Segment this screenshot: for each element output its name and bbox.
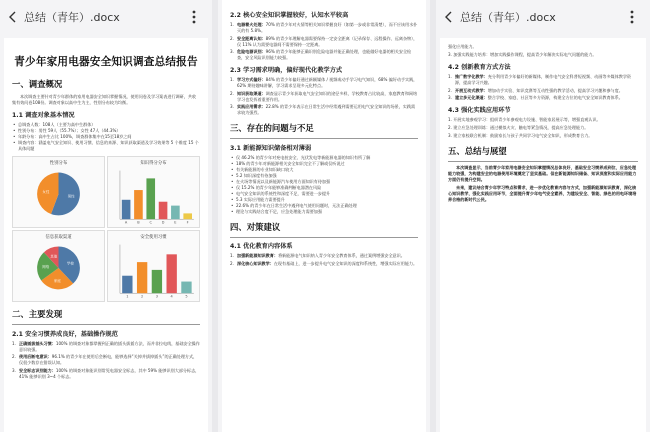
paragraph: 3. 建立家校联合机制：鼓励家长与孩子共同学习电气安全知识，形成教育合力。 bbox=[448, 133, 593, 138]
pie-label: 其他 bbox=[50, 254, 58, 259]
section-heading: 三、存在的问题与不足 bbox=[230, 123, 314, 133]
back-button[interactable] bbox=[0, 0, 24, 34]
paragraph: 未来，建议结合青少年学习特点和需求，进一步优化教育内容与方式，加强新能源知识教育，深化核心知识教学，强化实践应用环节，全面提升青少年电气安全素养，为建设安全、智能、绿色的用电环境培养合格的新时代公民。 bbox=[448, 184, 637, 202]
bar bbox=[122, 276, 132, 294]
list-item: • 5.2 知识深度有待加强 bbox=[230, 173, 418, 179]
more-menu-button[interactable] bbox=[624, 9, 640, 25]
list-item: • 理论与实践结合度不足，应急处理能力需要加强 bbox=[230, 209, 418, 215]
pie-label: 女性 bbox=[42, 190, 50, 195]
bar bbox=[183, 213, 192, 219]
chart-title: 知识得分分布 bbox=[140, 160, 167, 166]
numbered-item: 1. 电器着火处理：70% 的青少年对火情等相关知识掌握良好（如第一步或非常清楚），而不应该用水扑灭的有 5.8%。 bbox=[230, 22, 418, 33]
document-panel-1 bbox=[0, 0, 212, 432]
more-dots-icon bbox=[624, 9, 640, 25]
list-item: • 18% 的青少年对新能源相关安全知识完全不了解或仅听说过 bbox=[230, 161, 418, 167]
list-item: • 年龄分布：高中生占比 100%，调查群体集中在15至18岁之间 bbox=[12, 134, 200, 140]
document-page[interactable] bbox=[440, 38, 646, 432]
bar bbox=[122, 200, 131, 219]
subsection-heading: 2.2 核心安全知识掌握较好，认知水平较高 bbox=[230, 12, 349, 19]
file-title: 总结（青年）.docx bbox=[24, 11, 120, 24]
tick-label: 2 bbox=[141, 294, 144, 299]
subsection-heading: 4.3 强化实践应用环节 bbox=[448, 107, 511, 114]
tick-label: E bbox=[174, 220, 177, 225]
numbered-item: 1. 正确插拔插头习惯：100% 的调查对象都掌握到正确的插头拔插方法，而并非拉电线，基础安全操作意识较强。 bbox=[12, 340, 200, 352]
chart-2 bbox=[107, 156, 200, 228]
paragraph: 3. 加强实践能力培养：增加实践操作课程，提高青少年解决实际电气问题的能力。 bbox=[448, 52, 597, 57]
file-title: 总结（青年）.docx bbox=[460, 11, 556, 24]
back-arrow-icon bbox=[8, 11, 17, 23]
pie-label: 男性 bbox=[67, 194, 75, 199]
bar bbox=[167, 254, 177, 293]
tick-label: C bbox=[149, 220, 152, 225]
tick-label: B bbox=[137, 220, 140, 225]
pie-label: 家庭 bbox=[53, 279, 61, 284]
more-menu-button[interactable] bbox=[186, 9, 202, 25]
subsection-heading: 3.1 新能源知识储备相对薄弱 bbox=[230, 144, 312, 152]
section-heading: 五、总结与展望 bbox=[448, 146, 507, 156]
list-item: • 电气安全知识的系统性和深度不足，需要进一步提升 bbox=[230, 191, 418, 197]
numbered-item: 1. 加强新能源知识教育：将新能源电气知识纳入青少年安全教育体系，通过案例增强安全意识。 bbox=[230, 253, 405, 259]
numbered-item: 3. 安全标志识别能力：100% 的调查对象能识别常见电器安全标志，其中 59% 能够识别大部分标志，41% 能够识别 3~4 个标志。 bbox=[12, 367, 200, 379]
paragraph: 本次调查主要针对青少年群体的家用电器安全知识掌握情况，使用问卷及学习案表进行调研，共收集有效问卷108份。调查对象以高中生为主，性别分布较为均衡。 bbox=[12, 94, 197, 105]
chart-title: 安全使用习惯 bbox=[140, 234, 167, 240]
bar bbox=[159, 202, 168, 220]
chart-4 bbox=[107, 230, 200, 302]
section-heading: 四、对策建议 bbox=[230, 221, 281, 232]
numbered-item: 2. 知识获取渠道：调查显示青少年获取电气安全知识的途径多样，学校教育占比较高，家庭教育和网络学习也发挥着重要作用。 bbox=[230, 90, 418, 102]
bar bbox=[171, 206, 180, 220]
more-dots-icon bbox=[186, 9, 202, 25]
divider bbox=[230, 237, 418, 238]
bullet-list bbox=[230, 155, 418, 215]
document-panel-3 bbox=[436, 0, 650, 432]
numbered-item: 2. 安全距离认知：89% 的青少年理解电器需要保持一定安全距离（记录保存、远程操作、远离杂物），仅 11% 认为需要电器间不需要保持一定距离。 bbox=[230, 35, 418, 47]
chart-title: 性别分布 bbox=[49, 160, 68, 166]
document-panel-2 bbox=[218, 0, 430, 432]
subsection-heading: 2.3 学习需求明确，偏好现代化教学方式 bbox=[230, 67, 343, 74]
numbered-item: 3. 实践应用需求：22.8% 的青少年表示在日常生活中经常遇到需要运用电气安全知识的场景，实践需求较为强烈。 bbox=[230, 104, 416, 115]
list-item: • 仅 46.2% 的青少年对充电桩安全、光伏发电等新能源电器的知识有所了解 bbox=[230, 155, 418, 161]
pie-label: 学校 bbox=[66, 261, 74, 266]
tick-label: 5 bbox=[185, 294, 188, 299]
section-heading: 二、主要发现 bbox=[12, 309, 63, 319]
bar bbox=[146, 178, 155, 219]
list-item: • 5.3 实际应用能力需要提升 bbox=[230, 197, 418, 203]
bar bbox=[134, 190, 143, 219]
chart-svg bbox=[108, 231, 199, 301]
chart-svg bbox=[13, 231, 104, 301]
bullet-list bbox=[12, 122, 200, 152]
chart-svg bbox=[13, 157, 104, 227]
tick-label: F bbox=[186, 220, 189, 225]
section-heading: 一、调查概况 bbox=[12, 79, 63, 89]
subsection-heading: 1.1 调查对象基本情况 bbox=[12, 112, 75, 119]
bar bbox=[137, 262, 147, 293]
list-item: • 有关新能源的专业知识缺口较大 bbox=[230, 167, 418, 173]
document-title: 青少年家用电器安全知识调查总结报告 bbox=[14, 56, 198, 68]
tick-label: 3 bbox=[155, 294, 159, 299]
document-page[interactable] bbox=[4, 38, 208, 432]
tick-label: A bbox=[124, 220, 128, 225]
numbered-item: 2. 开展互动式教学：增加动手实验、知识竞赛等互动性强的教学活动，提高学习兴趣和参与度。 bbox=[448, 87, 623, 93]
numbered-item: 2. 使用后断电意识：96.1% 的青少年在使用后会断电，能够选择“关掉并拔掉插头”的正确处理方式，仅很少数存在错误认知。 bbox=[12, 354, 198, 366]
tick-label: D bbox=[161, 220, 165, 225]
chart-svg bbox=[108, 157, 199, 227]
pie-label: 网络 bbox=[42, 265, 50, 270]
tick-label: 4 bbox=[170, 294, 173, 299]
list-item: • 性别分布：男性 59人（55.7%）；女性 47人（44.3%） bbox=[12, 128, 200, 134]
subsection-heading: 2.1 安全习惯养成良好，基础操作规范 bbox=[12, 330, 118, 338]
paragraph: 1. 开展实地参观学习：组织青少年参观电力设施、智能家居展示等，增强直观认识。 bbox=[448, 117, 601, 122]
numbered-item: 1. 学习方式偏好：84% 的青少年偏好通过新颖媒体 / 视频或动手学习电气知识，68% 偏好动手实践，62% 期待趣味讲解，学习需求呈现多元化特点。 bbox=[230, 77, 418, 88]
list-item: • 总调查人数：108人（主要为高中生群体） bbox=[12, 122, 200, 128]
numbered-item: 3. 危险电器识别：96% 的青少年能够正确识别危险电器并能正确处理，也能做好电器的相关安全检查，安全风险识别能力较强。 bbox=[230, 49, 412, 60]
paragraph: 本次调查显示，当前青少年家用电器安全知识掌握情况总体良好，基础安全习惯养成到位，应急处理能力较强，为构建安全的电器使用环境奠定了坚实基础。但在新能源知识储备、知识深度和实际应用能力方面仍有提升空间。 bbox=[448, 164, 637, 182]
divider bbox=[230, 138, 418, 139]
back-button[interactable] bbox=[436, 0, 460, 34]
paragraph: 强化应用能力。 bbox=[448, 44, 477, 49]
subsection-heading: 4.2 创新教育方式方法 bbox=[448, 64, 511, 71]
tick-label: 1 bbox=[126, 294, 129, 299]
chart-1 bbox=[12, 156, 105, 228]
chart-grid bbox=[12, 156, 200, 302]
list-item: • 22.6% 的青少年在日常生活中遇到电气使用问题时，无法正确处理 bbox=[230, 203, 418, 209]
numbered-item: 3. 建立多元化渠道：整合学校、家庭、社区等多方资源，构建全方位的电气安全知识教育体系。 bbox=[448, 95, 623, 100]
list-item: • 仅 15.2% 的青少年能够准确判断电器潜在风险 bbox=[230, 185, 418, 191]
numbered-item: 1. 推广数字化教学：充分利用青少年偏好的新媒体，制作电气安全科普短视频、动画等多媒体教学资源，提高学习兴趣。 bbox=[448, 74, 632, 85]
top-bar bbox=[0, 0, 212, 34]
bar bbox=[152, 270, 162, 293]
chart-3 bbox=[12, 230, 105, 302]
paragraph: 2. 建立应急处理训练：通过模拟火灾、触电等紧急情况，提高应急处理能力。 bbox=[448, 125, 589, 130]
bar bbox=[181, 282, 191, 294]
divider bbox=[448, 161, 638, 162]
chart-title: 信息获取渠道 bbox=[45, 234, 72, 240]
list-item: • 调查内容：涵盖电气安全知识、使用习惯、信息的来源、知识获取渠道及学习效果等 5 个维度 15 个具体问题 bbox=[12, 140, 200, 152]
divider bbox=[12, 324, 200, 325]
numbered-item: 2. 深化核心知识教学：在现有基础上，进一步提升电气安全知识的深度和系统性，增强实际应用能力。 bbox=[230, 260, 418, 266]
document-page[interactable] bbox=[222, 0, 426, 432]
top-bar bbox=[436, 0, 650, 34]
back-arrow-icon bbox=[444, 11, 453, 23]
list-item: • 在火场等情况以及新能源汽车使用方面知识有待加强 bbox=[230, 179, 418, 185]
subsection-heading: 4.1 优化教育内容体系 bbox=[230, 243, 293, 251]
